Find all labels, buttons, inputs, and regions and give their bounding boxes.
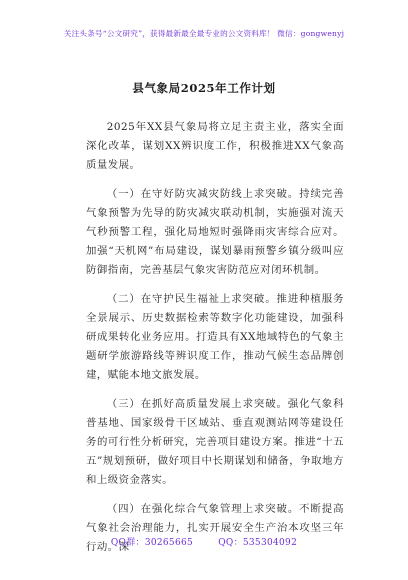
paragraph-item-2: （二）在守护民生福祉上求突破。推进种植服务全景展示、历史数据检索等数字化功能建设，加强科研成果转化业务应用。打造具有XX地域特色的气象主题研学旅游路线等辨识度工作，推动气候生态品牌创建，赋能本地文旅发展。 <box>86 292 344 382</box>
footer-contact <box>0 535 408 548</box>
paragraph-item-1: （一）在守好防灾减灾防线上求突破。持续完善气象预警为先导的防灾减灾联动机制，实施强对流天气秒预警工程，强化局地短时强降雨灾害综合应对。加强“天机网”布局建设，谋划暴雨预警乡镇分级叫应防御指南，完善基层气象灾害防范应对闭环机制。 <box>86 187 344 277</box>
paragraph-item-3: （三）在抓好高质量发展上求突破。强化气象科普基地、国家级骨干区域站、垂直观测站网等建设任务的可行性分析研究，完善项目建设方案。推进“十五五”规划预研，做好项目中长期谋划和储备，争取地方和上级资金落实。 <box>86 397 344 487</box>
document-body <box>86 118 344 566</box>
paragraph-item-4: （四）在强化综合气象管理上求突破。不断提高气象社会治理能力，扎实开展安全生产治本攻坚三年行动。深 <box>86 502 344 554</box>
intro-paragraph: 2025年XX县气象局将立足主责主业，落实全面深化改革，谋划XX辨识度工作，积极推进XX气象高质量发展。 <box>86 121 344 172</box>
footer-qq-group: QQ群：30265665 <box>110 538 194 548</box>
header-promo-note: 关注头条号“公文研究”，获得最新最全最专业的公文资料库！ 微信：gongwenyj <box>63 29 345 38</box>
document-title: 县气象局2025年工作计划 <box>132 81 276 95</box>
footer-qq-number: QQ：535304092 <box>218 538 298 548</box>
